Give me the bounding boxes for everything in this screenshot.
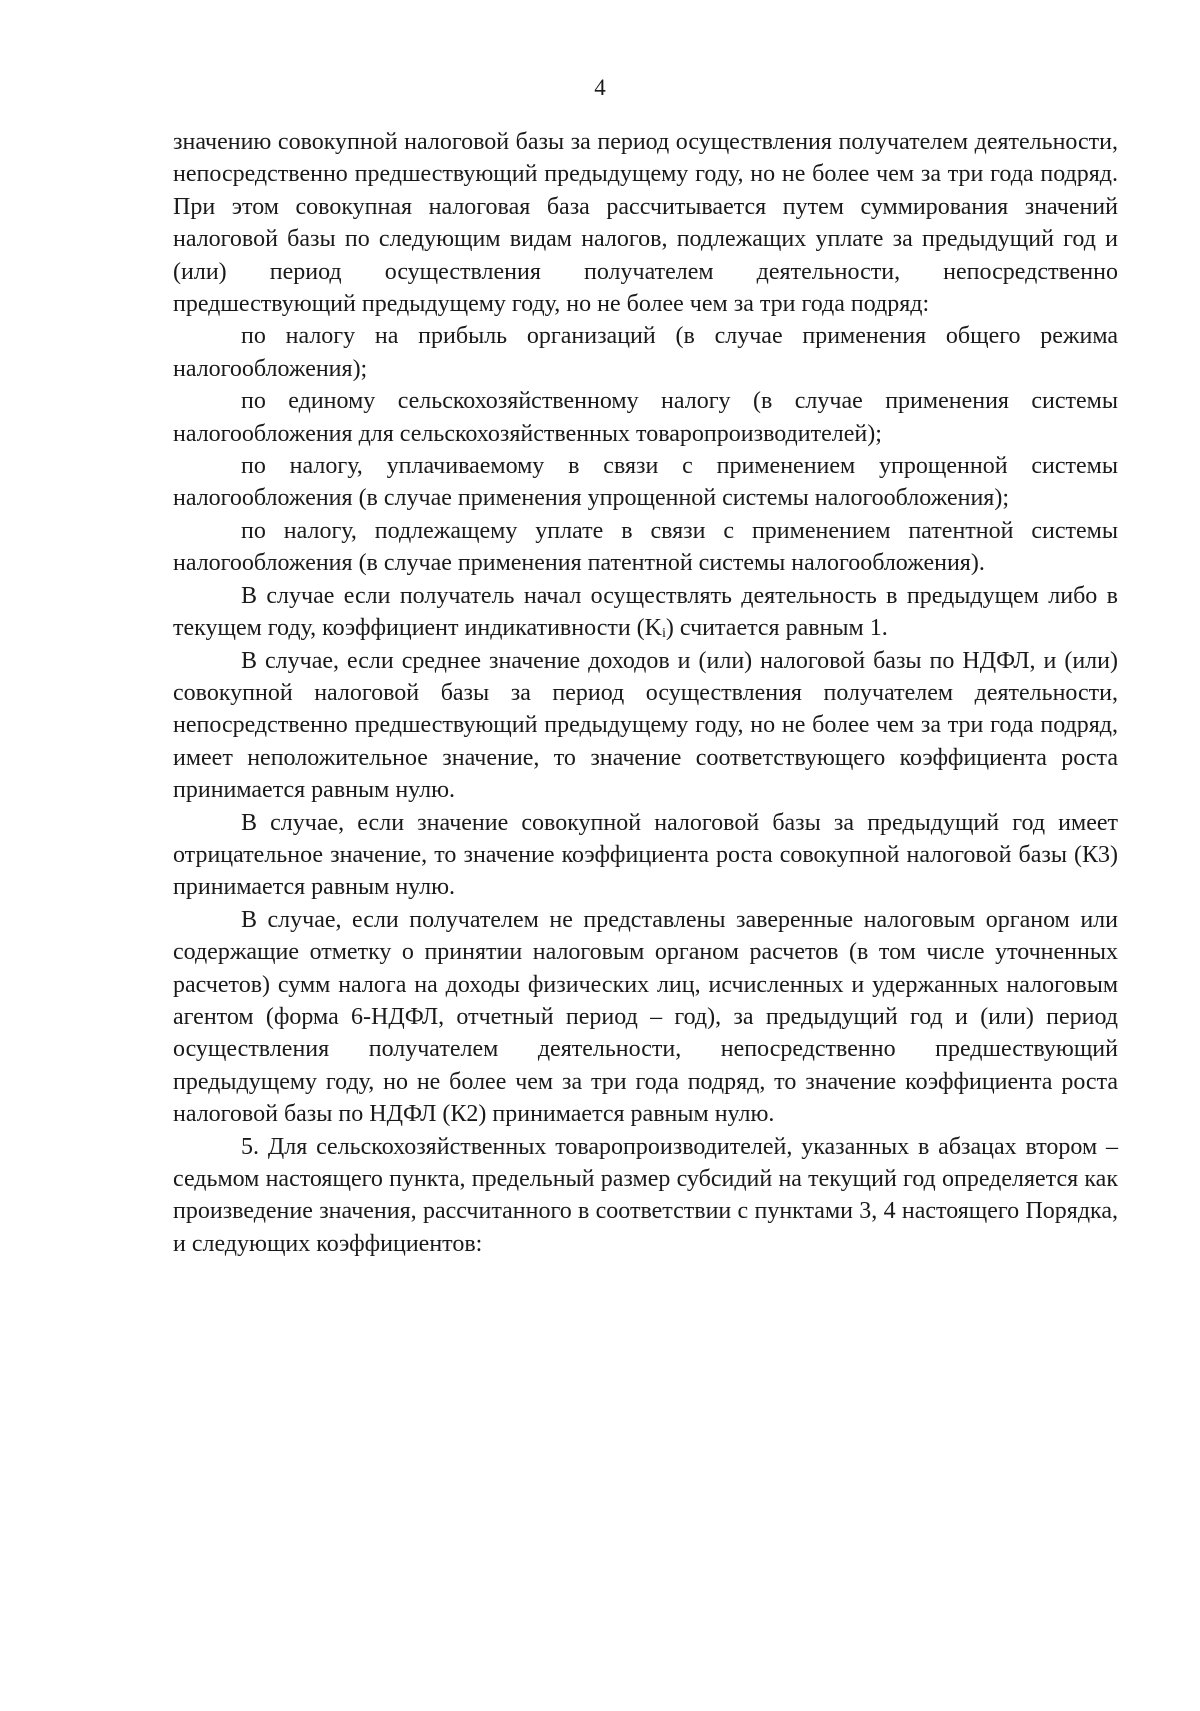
paragraph-item-5: 5. Для сельскохозяйственных товаропроизводителей, указанных в абзацах втором – седьмом настоящего пункта, предельный размер субсидий на текущий год определяется как произведение значения, рассчитанного в соответствии с пунктами 3, 4 настоящего Порядка, и следующих коэффициентов: <box>173 1133 1118 1257</box>
paragraph-continuation: значению совокупной налоговой базы за период осуществления получателем деятельности, непосредственно предшествующий предыдущему году, но не более чем за три года подряд. При этом совокупная налоговая база рассчитывается путем суммирования значений налоговой базы по следующим видам налогов, подлежащих уплате за предыдущий год и (или) период осуществления получателем деятельности, непосредственно предшествующий предыдущему году, но не более чем за три года подряд: <box>173 129 1118 318</box>
paragraph-patent-tax: по налогу, подлежащему уплате в связи с применением патентной системы налогообложения (в случае применения патентной системы налогообложения). <box>173 517 1118 577</box>
paragraph-nonpositive-average: В случае, если среднее значение доходов и (или) налоговой базы по НДФЛ, и (или) совокупной налоговой базы за период осуществления получателем деятельности, непосредственно предшествующий предыдущему году, но не более чем за три года подряд, имеет неположительное значение, то значение соответствующего коэффициента роста принимается равным нулю. <box>173 647 1118 804</box>
paragraph-agricultural-tax: по единому сельскохозяйственному налогу (в случае применения системы налогообложения для сельскохозяйственных товаропроизводителей); <box>173 388 1118 447</box>
paragraph-indicativity-coefficient: В случае если получатель начал осуществлять деятельность в предыдущем либо в текущем году, коэффициент индикативности (Kᵢ) считается равным 1. <box>173 582 1118 642</box>
paragraph-negative-tax-base: В случае, если значение совокупной налоговой базы за предыдущий год имеет отрицательное значение, то значение коэффициента роста совокупной налоговой базы (К3) принимается равным нулю. <box>173 809 1118 901</box>
paragraph-ndfl-calculations: В случае, если получателем не представлены заверенные налоговым органом или содержащие отметку о принятии налоговым органом расчетов (в том числе уточненных расчетов) сумм налога на доходы физических лиц, исчисленных и удержанных налоговым агентом (форма 6-НДФЛ, отчетный период – год), за предыдущий год и (или) период осуществления получателем деятельности, непосредственно предшествующий предыдущему году, но не более чем за три года подряд, то значение коэффициента роста налоговой базы по НДФЛ (К2) принимается равным нулю. <box>173 906 1118 1128</box>
paragraph-simplified-tax: по налогу, уплачиваемому в связи с применением упрощенной системы налогообложения (в случае применения упрощенной системы налогообложения); <box>173 453 1118 512</box>
document-body <box>173 126 1118 1260</box>
paragraph-profit-tax: по налогу на прибыль организаций (в случае применения общего режима налогообложения); <box>173 323 1118 382</box>
page-number: 4 <box>594 75 606 100</box>
